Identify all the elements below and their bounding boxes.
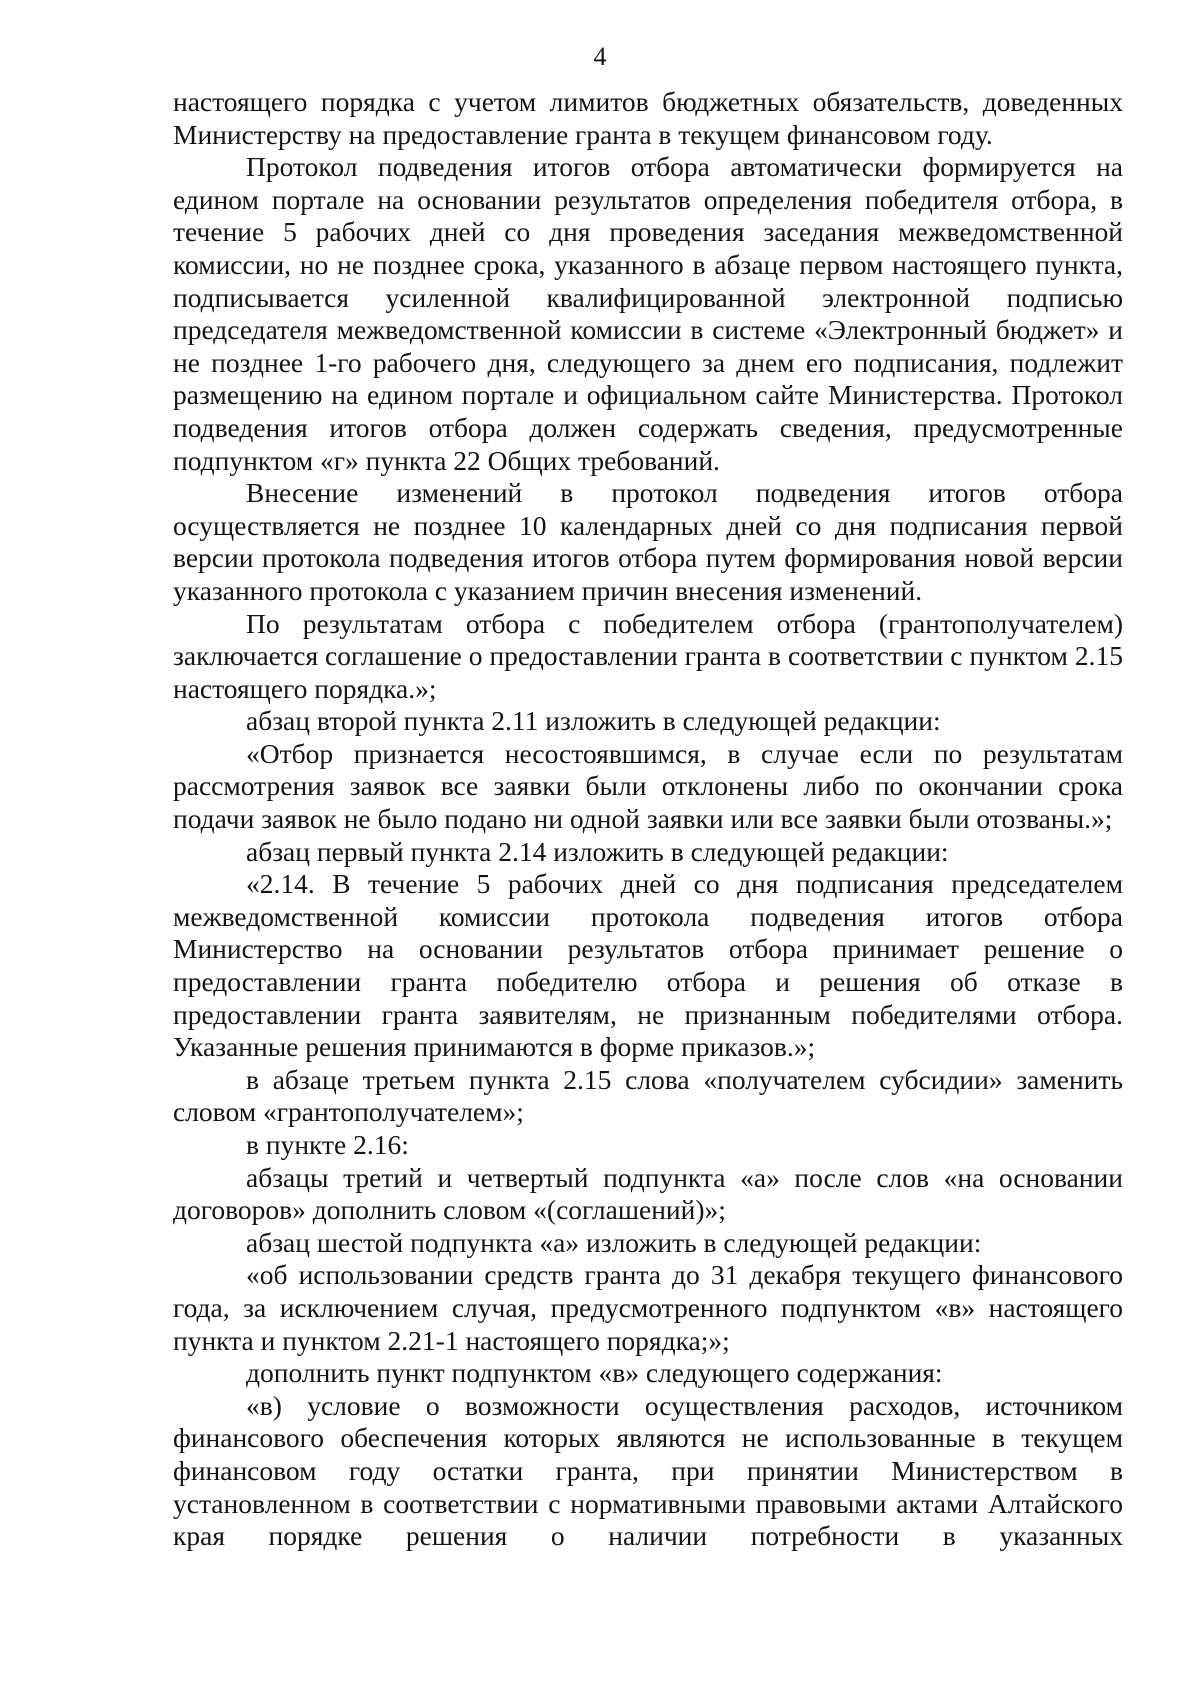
paragraph-3: Внесение изменений в протокол подведения итогов отбора осуществляется не позднее 10 календарных дней со дня подписания первой версии протокола подведения итогов отбора путем формирования новой версии указанного протокола с указанием причин внесения изменений. [173,477,1123,606]
document-body [173,86,1123,1553]
paragraph-1: настоящего порядка с учетом лимитов бюджетных обязательств, доведенных Министерству на предоставление гранта в текущем финансовом году. [173,86,1123,150]
paragraph-4: По результатам отбора с победителем отбора (грантополучателем) заключается соглашение о предоставлении гранта в соответствии с пунктом 2.15 настоящего порядка.»; [173,607,1123,704]
paragraph-15: «в) условие о возможности осуществления расходов, источником финансового обеспечения которых являются не использованные в текущем финансовом году остатки гранта, при принятии Министерством в установленном в соответствии с нормативными правовыми актами Алтайского края порядке решения о наличии потребности в указанных [173,1389,1123,1552]
paragraph-2: Протокол подведения итогов отбора автоматически формируется на едином портале на основании результатов определения победителя отбора, в течение 5 рабочих дней со дня проведения заседания межведомственной комиссии, но не позднее срока, указанного в абзаце первом настоящего пункта, подписывается усиленной квалифицированной электронной подписью председателя межведомственной комиссии в системе «Электронный бюджет» и не позднее 1-го рабочего дня, следующего за днем его подписания, подлежит размещению на едином портале и официальном сайте Министерства. Протокол подведения итогов отбора должен содержать сведения, предусмотренные подпунктом «г» пункта 22 Общих требований. [173,151,1123,476]
paragraph-11: абзацы третий и четвертый подпункта «а» после слов «на основании договоров» дополнить словом «(соглашений)»; [173,1161,1123,1226]
paragraph-9: в абзаце третьем пункта 2.15 слова «получателем субсидии» заменить словом «грантополучателем»; [173,1063,1123,1128]
paragraph-7: абзац первый пункта 2.14 изложить в следующей редакции: [246,835,949,867]
paragraph-5: абзац второй пункта 2.11 изложить в следующей редакции: [246,705,941,737]
paragraph-13: «об использовании средств гранта до 31 декабря текущего финансового года, за исключением случая, предусмотренного подпунктом «в» настоящего пункта и пунктом 2.21-1 настоящего порядка;»; [173,1259,1123,1356]
paragraph-6: «Отбор признается несостоявшимся, в случае если по результатам рассмотрения заявок все заявки были отклонены либо по окончании срока подачи заявок не было подано ни одной заявки или все заявки были отозваны.»; [173,737,1123,835]
paragraph-12: абзац шестой подпункта «а» изложить в следующей редакции: [246,1226,982,1258]
paragraph-14: дополнить пункт подпунктом «в» следующего содержания: [246,1357,943,1389]
paragraph-10: в пункте 2.16: [246,1129,409,1160]
page-number: 4 [593,42,607,71]
paragraph-8: «2.14. В течение 5 рабочих дней со дня подписания председателем межведомственной комиссии протокола подведения итогов отбора Министерство на основании результатов отбора принимает решение о предоставлении гранта победителю отбора и решения об отказе в предоставлении гранта заявителям, не признанным победителями отбора. Указанные решения принимаются в форме приказов.»; [173,868,1123,1063]
